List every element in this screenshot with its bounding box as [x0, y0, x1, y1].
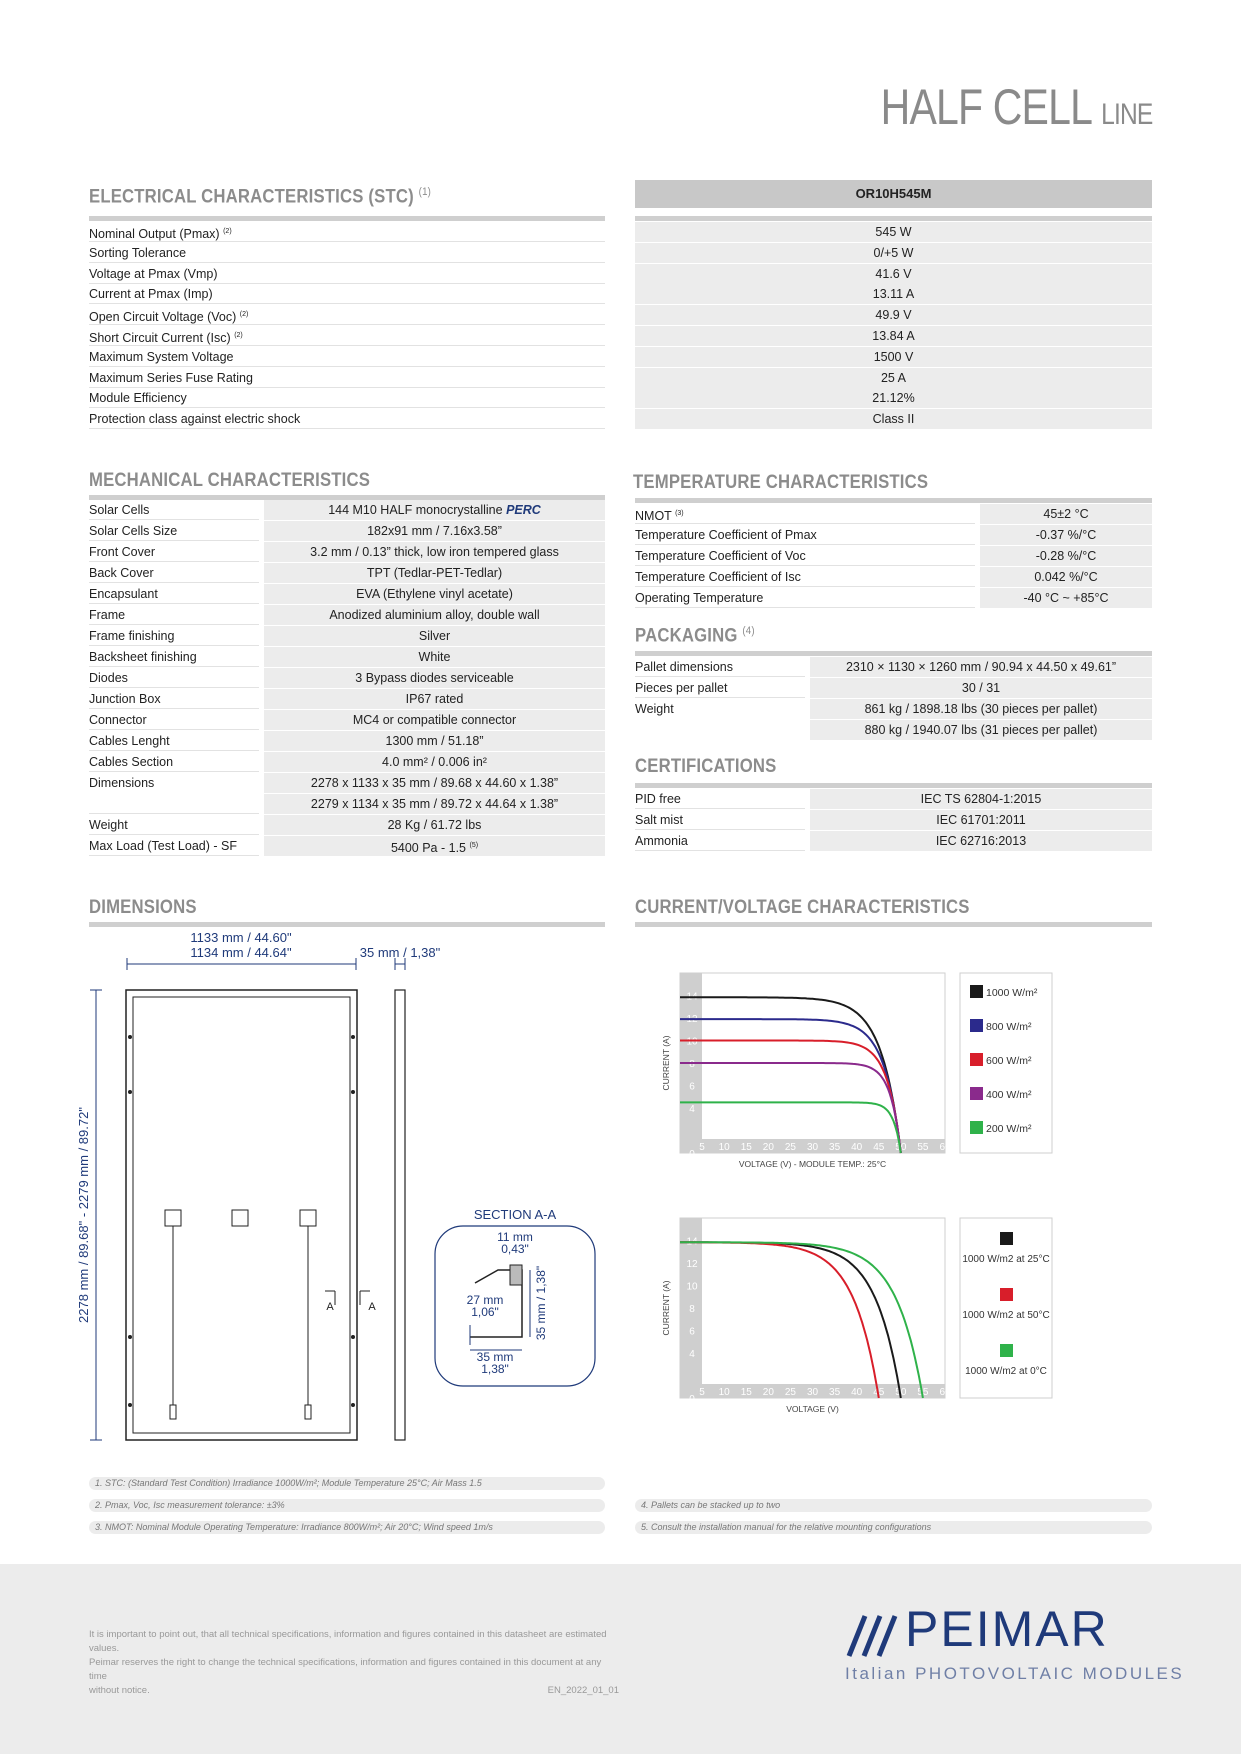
y-tick-label: 6 — [689, 1326, 695, 1338]
model-header: OR10H545M — [635, 180, 1152, 208]
row-value: 3 Bypass diodes serviceable — [264, 668, 605, 688]
y-tick-label: 0 — [689, 1149, 695, 1160]
row-value: EVA (Ethylene vinyl acetate) — [264, 584, 605, 604]
legend-swatch — [970, 1019, 983, 1032]
doc-code: EN_2022_01_01 — [547, 1685, 619, 1696]
row-value: 545 W — [635, 222, 1152, 242]
table-row — [89, 388, 1152, 409]
x-tick-label: 45 — [873, 1387, 885, 1398]
row-label-text: NMOT — [635, 509, 672, 524]
dimensions-drawing — [70, 925, 615, 1450]
table-row — [89, 243, 1152, 264]
y-tick-label: 8 — [689, 1059, 695, 1070]
x-tick-label: 20 — [762, 1142, 774, 1153]
disclaimer-line-1: It is important to point out, that all technical specifications, information and figures contained in this datasheet are estimated values. — [89, 1629, 607, 1654]
row-label-text: Cables Section — [89, 755, 174, 769]
width-label-2: 1134 mm / 44.64" — [190, 945, 292, 960]
row-value: 21.12% — [635, 388, 1152, 408]
row-label-text: Operating Temperature — [635, 591, 764, 605]
row-label — [89, 326, 605, 346]
table-row — [89, 731, 605, 752]
row-label-text: Front Cover — [89, 545, 155, 559]
row-value-2: 2279 x 1134 x 35 mm / 89.72 x 44.64 x 1.38” — [264, 794, 605, 814]
row-label — [89, 388, 605, 408]
row-label — [89, 563, 259, 583]
row-label — [89, 222, 605, 242]
y-tick-label: 14 — [686, 991, 698, 1003]
table-row — [89, 305, 1152, 326]
x-tick-label: 15 — [740, 1142, 752, 1153]
row-value: IP67 rated — [264, 689, 605, 709]
row-label — [635, 789, 805, 809]
row-value: 861 kg / 1898.18 lbs (30 pieces per pallet) — [810, 699, 1152, 719]
row-label: Solar Cells — [89, 500, 259, 520]
mechanical-title: MECHANICAL CHARACTERISTICS — [89, 470, 371, 491]
row-label — [89, 347, 605, 367]
y-axis-label: CURRENT (A) — [661, 1280, 671, 1336]
legend-label: 1000 W/m2 at 25°C — [962, 1254, 1050, 1265]
footnote-3: 3. NMOT: Nominal Module Operating Temperature: Irradiance 800W/m²; Air 20°C; Wind speed 1m/s — [89, 1521, 605, 1534]
row-label-text: Protection class against electric shock — [89, 412, 301, 427]
row-label-text: Junction Box — [89, 692, 161, 706]
legend-label: 1000 W/m² — [986, 987, 1038, 999]
row-label-text: Solar Cells Size — [89, 524, 178, 538]
x-tick-label: 5 — [699, 1142, 705, 1153]
section-top-mm: 11 mm — [497, 1230, 533, 1244]
row-label-text: Backsheet finishing — [89, 650, 197, 664]
row-label: Weight — [89, 815, 259, 835]
row-value: 0/+5 W — [635, 243, 1152, 263]
table-row — [89, 409, 1152, 430]
table-row-maxload — [89, 836, 605, 857]
x-tick-label: 35 — [829, 1387, 841, 1398]
row-value: Silver — [264, 626, 605, 646]
row-label-text: Connector — [89, 713, 147, 727]
footnote-1: 1. STC: (Standard Test Condition) Irradiance 1000W/m²; Module Temperature 25°C; Air Mass 1.5 — [89, 1477, 605, 1490]
y-tick-label: 14 — [686, 1236, 698, 1248]
row-label — [89, 710, 259, 730]
row-label — [635, 525, 975, 545]
x-axis-label: VOLTAGE (V) — [786, 1404, 839, 1414]
section-mid-mm: 27 mm — [466, 1293, 504, 1307]
width-label-1: 1133 mm / 44.60" — [190, 930, 292, 945]
temperature-title: TEMPERATURE CHARACTERISTICS — [633, 472, 929, 493]
table-row — [89, 222, 1152, 243]
table-row — [635, 567, 1152, 588]
row-label: Pallet dimensions — [635, 657, 805, 677]
table-row — [635, 810, 1152, 831]
peimar-logo-icon — [845, 1612, 905, 1658]
row-value: 1500 V — [635, 347, 1152, 367]
mount-hole — [351, 1035, 355, 1039]
row-value: 30 / 31 — [810, 678, 1152, 698]
row-value: 45±2 °C — [980, 504, 1152, 524]
mount-hole — [128, 1090, 132, 1094]
row-label — [89, 284, 605, 304]
table-row — [635, 699, 1152, 741]
row-label-text: Voltage at Pmax (Vmp) — [89, 266, 218, 281]
electrical-title-text: ELECTRICAL CHARACTERISTICS (STC) — [89, 186, 414, 208]
row-label — [89, 264, 605, 284]
footnote-2: 2. Pmax, Voc, Isc measurement tolerance: ±3% — [89, 1499, 605, 1512]
solar-cells-value: 144 M10 HALF monocrystalline — [328, 503, 503, 517]
y-axis-label: CURRENT (A) — [661, 1035, 671, 1091]
x-axis-label: VOLTAGE (V) - MODULE TEMP.: 25°C — [738, 1159, 887, 1169]
row-value — [264, 836, 605, 856]
row-label — [89, 368, 605, 388]
row-label-text: Cables Lenght — [89, 734, 170, 748]
row-label: Weight — [635, 702, 674, 716]
x-tick-label: 15 — [740, 1387, 752, 1398]
iv-chart-temperature — [655, 1210, 1125, 1440]
y-tick-label: 6 — [689, 1081, 695, 1093]
table-row — [89, 563, 605, 584]
row-note: (2) — [239, 311, 249, 319]
row-label-text: Encapsulant — [89, 587, 158, 601]
x-tick-label: 60 — [939, 1387, 951, 1398]
packaging-title — [635, 625, 755, 647]
row-label: Dimensions — [89, 773, 259, 814]
iv-title: CURRENT/VOLTAGE CHARACTERISTICS — [635, 897, 970, 918]
row-label — [635, 831, 805, 851]
row-note: (3) — [675, 510, 684, 517]
row-value: 0.042 %/°C — [980, 567, 1152, 587]
junction-box — [300, 1210, 316, 1226]
title-main: HALF CELL — [881, 79, 1092, 135]
connector — [305, 1405, 311, 1419]
y-tick-label: 10 — [686, 1036, 698, 1048]
mount-hole — [128, 1403, 132, 1407]
packaging-title-note: (4) — [742, 625, 755, 637]
table-row — [635, 504, 1152, 525]
row-label — [89, 605, 259, 625]
section-side-label: 35 mm / 1,38" — [534, 1265, 548, 1341]
row-label-text: Temperature Coefficient of Voc — [635, 549, 806, 563]
iv-rule — [635, 922, 1152, 927]
row-label-text: Module Efficiency — [89, 391, 187, 406]
row-label-text: Short Circuit Current (Isc) — [89, 331, 231, 346]
row-note: (2) — [234, 332, 243, 339]
disclaimer-line-3-text: without notice. — [89, 1685, 150, 1696]
row-label-text: PID free — [635, 792, 681, 806]
row-value: MC4 or compatible connector — [264, 710, 605, 730]
y-tick-label: 0 — [689, 1394, 695, 1405]
y-tick-label: 4 — [689, 1104, 695, 1115]
legend-swatch — [970, 1053, 983, 1066]
table-row — [89, 752, 605, 773]
connector — [170, 1405, 176, 1419]
row-value: -40 °C ~ +85°C — [980, 588, 1152, 608]
legend-label: 400 W/m² — [986, 1089, 1032, 1101]
legend-label: 200 W/m² — [986, 1123, 1032, 1135]
row-label — [89, 752, 259, 772]
row-value: TPT (Tedlar-PET-Tedlar) — [264, 563, 605, 583]
row-label-text: Sorting Tolerance — [89, 245, 187, 260]
table-row — [635, 588, 1152, 609]
row-value: 49.9 V — [635, 305, 1152, 325]
table-row — [635, 546, 1152, 567]
section-top-in: 0,43" — [501, 1242, 529, 1256]
row-value: 3.2 mm / 0.13” thick, low iron tempered glass — [264, 542, 605, 562]
table-row — [89, 584, 605, 605]
section-title: SECTION A-A — [473, 1207, 557, 1222]
disclaimer-line-3 — [89, 1684, 619, 1698]
packaging-rule — [635, 651, 1152, 656]
table-row — [89, 689, 605, 710]
row-label — [635, 546, 975, 566]
y-tick-label: 12 — [686, 1014, 698, 1025]
x-tick-label: 55 — [917, 1387, 929, 1398]
legend-swatch — [970, 1121, 983, 1134]
row-value: 182x91 mm / 7.16x3.58” — [264, 521, 605, 541]
disclaimer-line-2: Peimar reserves the right to change the technical specifications, information and figures contained in this document at any time — [89, 1657, 602, 1682]
row-value: IEC 61701:2011 — [810, 810, 1152, 830]
x-tick-label: 50 — [895, 1387, 907, 1398]
maxload-note: (5) — [469, 842, 479, 849]
row-label-text: Maximum System Voltage — [89, 349, 234, 364]
table-row-weight — [89, 815, 605, 836]
table-row — [89, 521, 605, 542]
electrical-title — [89, 186, 431, 208]
table-row — [89, 264, 1152, 285]
row-label-text: Frame — [89, 608, 126, 622]
disclaimer — [89, 1628, 619, 1698]
y-tick-label: 10 — [686, 1281, 698, 1293]
row-label — [635, 567, 975, 587]
row-label — [89, 243, 605, 263]
panel-side-profile — [395, 990, 405, 1440]
section-bot-mm: 35 mm — [476, 1350, 514, 1364]
row-value: 1300 mm / 51.18” — [264, 731, 605, 751]
row-value: -0.37 %/°C — [980, 525, 1152, 545]
certifications-title: CERTIFICATIONS — [635, 756, 777, 777]
row-label — [89, 409, 605, 429]
row-value-2: 880 kg / 1940.07 lbs (31 pieces per pallet) — [810, 720, 1152, 740]
row-value: 13.11 A — [635, 284, 1152, 304]
legend-label: 800 W/m² — [986, 1021, 1032, 1033]
footnote-4: 4. Pallets can be stacked up to two — [635, 1499, 1152, 1512]
brand-tagline: Italian PHOTOVOLTAIC MODULES — [845, 1664, 1185, 1683]
row-value: IEC TS 62804-1:2015 — [810, 789, 1152, 809]
x-tick-label: 25 — [784, 1142, 796, 1153]
table-row — [89, 542, 605, 563]
frame-glass-edge — [510, 1265, 522, 1285]
table-row — [89, 710, 605, 731]
table-row — [89, 347, 1152, 368]
row-label-text: Back Cover — [89, 566, 154, 580]
row-label-text: Salt mist — [635, 813, 683, 827]
row-label — [635, 588, 975, 608]
legend-label: 600 W/m² — [986, 1055, 1032, 1067]
x-tick-label: 40 — [851, 1142, 863, 1153]
mount-hole — [128, 1335, 132, 1339]
legend-swatch — [1000, 1288, 1013, 1301]
row-note: (2) — [223, 228, 232, 235]
table-row — [89, 368, 1152, 389]
x-tick-label: 35 — [829, 1142, 841, 1153]
row-value: 28 Kg / 61.72 lbs — [264, 815, 605, 835]
table-row — [635, 789, 1152, 810]
table-row — [635, 831, 1152, 852]
row-label-text: Nominal Output (Pmax) — [89, 227, 220, 242]
table-row — [89, 326, 1152, 347]
dimensions-title: DIMENSIONS — [89, 897, 197, 918]
table-row — [89, 605, 605, 626]
x-tick-label: 45 — [873, 1142, 885, 1153]
row-label-text: Ammonia — [635, 834, 688, 848]
row-label-text: Current at Pmax (Imp) — [89, 287, 213, 302]
row-label-text: Maximum Series Fuse Rating — [89, 370, 253, 385]
y-tick-label: 8 — [689, 1304, 695, 1315]
row-label-text: Temperature Coefficient of Isc — [635, 570, 801, 584]
maxload-value: 5400 Pa - 1.5 — [390, 841, 466, 856]
mount-hole — [128, 1035, 132, 1039]
x-tick-label: 30 — [806, 1142, 819, 1153]
x-tick-label: 60 — [939, 1142, 951, 1153]
section-mid-in: 1,06" — [471, 1305, 499, 1319]
row-label — [89, 668, 259, 688]
section-bot-in: 1,38" — [481, 1362, 509, 1376]
row-value: -0.28 %/°C — [980, 546, 1152, 566]
x-tick-label: 10 — [718, 1142, 730, 1153]
row-value: 25 A — [635, 368, 1152, 388]
row-value: 2310 × 1130 × 1260 mm / 90.94 x 44.50 x 49.61” — [810, 657, 1152, 677]
row-label: Pieces per pallet — [635, 678, 805, 698]
row-value: Class II — [635, 409, 1152, 429]
x-tick-label: 10 — [718, 1387, 730, 1398]
table-row — [89, 668, 605, 689]
table-row — [635, 525, 1152, 546]
section-marker-a: A — [326, 1301, 334, 1313]
x-tick-label: 55 — [917, 1142, 929, 1153]
legend-swatch — [1000, 1344, 1013, 1357]
legend-label: 1000 W/m2 at 0°C — [965, 1366, 1047, 1377]
title-small: LINE — [1101, 98, 1153, 131]
depth-label: 35 mm / 1,38" — [359, 945, 441, 960]
x-tick-label: 30 — [806, 1387, 819, 1398]
electrical-rule-right — [635, 216, 1152, 221]
row-label — [89, 542, 259, 562]
height-label: 2278 mm / 89.68" - 2279 mm / 89.72" — [76, 1107, 91, 1323]
row-label-text: Open Circuit Voltage (Voc) — [89, 310, 237, 325]
legend-swatch — [1000, 1232, 1013, 1245]
footnote-5: 5. Consult the installation manual for the relative mounting configurations — [635, 1521, 1152, 1534]
row-value: 4.0 mm² / 0.006 in² — [264, 752, 605, 772]
row-label — [89, 521, 259, 541]
table-row-dimensions — [89, 773, 605, 815]
junction-box — [232, 1210, 248, 1226]
brand-logo: PEIMAR — [905, 1601, 1109, 1657]
row-value: 2278 x 1133 x 35 mm / 89.68 x 44.60 x 1.38” — [264, 773, 605, 793]
y-tick-label: 12 — [686, 1259, 698, 1270]
temperature-rule — [635, 498, 1152, 503]
packaging-title-text: PACKAGING — [635, 625, 738, 647]
mount-hole — [351, 1090, 355, 1094]
iv-chart-irradiance — [655, 965, 1125, 1195]
mount-hole — [351, 1335, 355, 1339]
section-marker-a: A — [368, 1301, 376, 1313]
row-label — [635, 810, 805, 830]
table-row — [635, 678, 1152, 699]
mount-hole — [351, 1403, 355, 1407]
row-label — [635, 504, 975, 524]
x-tick-label: 50 — [895, 1142, 907, 1153]
x-tick-label: 20 — [762, 1387, 774, 1398]
electrical-rule — [89, 216, 605, 221]
row-label-text: Frame finishing — [89, 629, 175, 643]
table-row — [89, 626, 605, 647]
row-value: White — [264, 647, 605, 667]
x-tick-label: 5 — [699, 1387, 705, 1398]
row-label — [89, 305, 605, 325]
row-label — [89, 689, 259, 709]
row-label: Max Load (Test Load) - SF — [89, 836, 259, 856]
legend-swatch — [970, 985, 983, 998]
row-value: IEC 62716:2013 — [810, 831, 1152, 851]
y-tick-label: 4 — [689, 1349, 695, 1360]
row-label — [89, 584, 259, 604]
row-value: 41.6 V — [635, 264, 1152, 284]
row-label-text: Diodes — [89, 671, 128, 685]
x-tick-label: 40 — [851, 1387, 863, 1398]
table-row — [89, 284, 1152, 305]
legend-swatch — [970, 1087, 983, 1100]
row-value: 13.84 A — [635, 326, 1152, 346]
x-tick-label: 25 — [784, 1387, 796, 1398]
row-label — [89, 731, 259, 751]
row-label — [89, 626, 259, 646]
certifications-rule — [635, 783, 1152, 788]
table-row — [89, 500, 605, 521]
table-row — [635, 657, 1152, 678]
electrical-title-note: (1) — [418, 186, 432, 198]
row-value: Anodized aluminium alloy, double wall — [264, 605, 605, 625]
footer — [0, 1564, 1241, 1754]
table-row — [89, 647, 605, 668]
product-line-title — [881, 78, 1153, 136]
legend-label: 1000 W/m2 at 50°C — [962, 1310, 1050, 1321]
row-label-text: Temperature Coefficient of Pmax — [635, 528, 817, 542]
junction-box — [165, 1210, 181, 1226]
row-label — [89, 647, 259, 667]
perc-label: PERC — [506, 503, 541, 517]
row-value — [264, 500, 605, 520]
